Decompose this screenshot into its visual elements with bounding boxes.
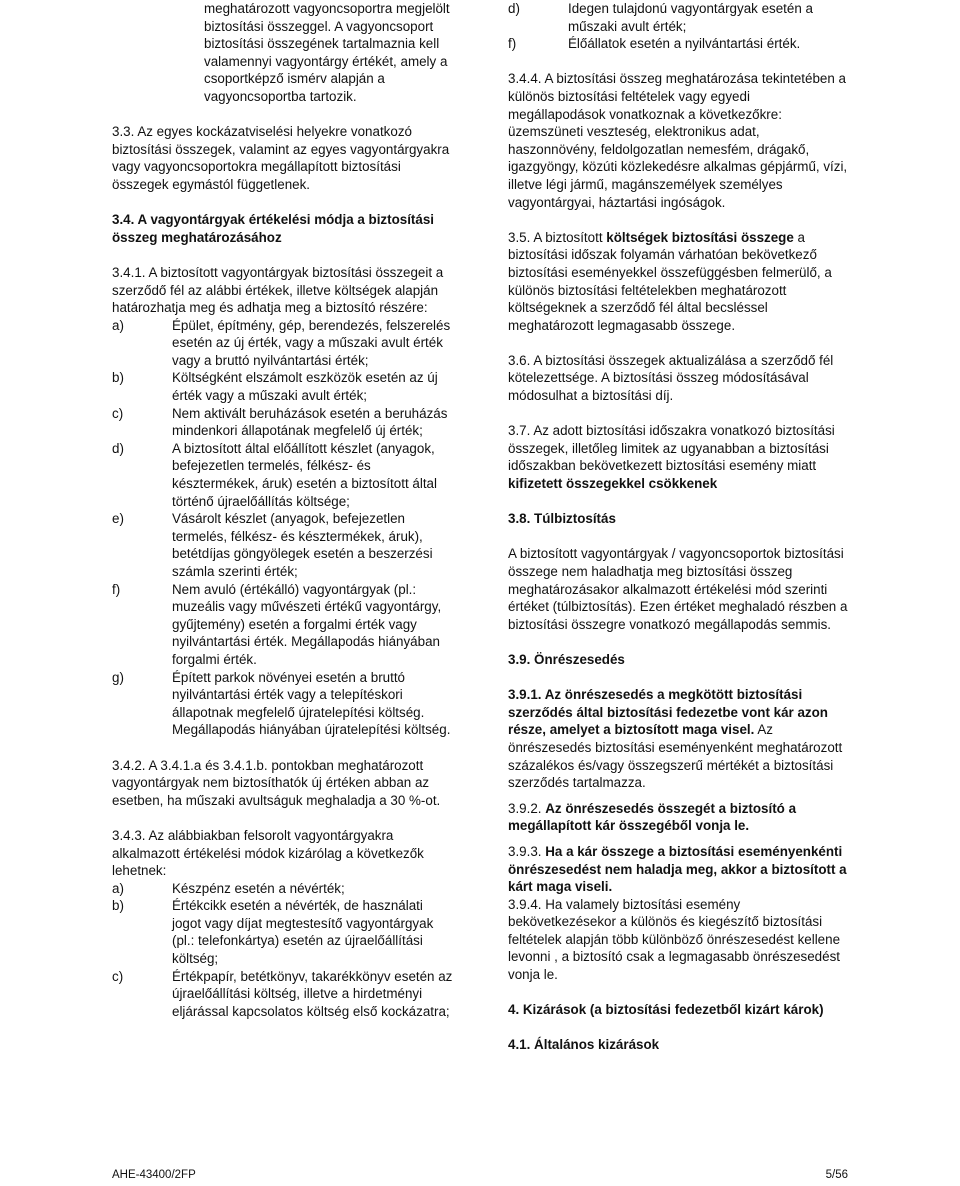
paragraph-3-7 <box>508 422 848 492</box>
paragraph-3-4-3: 3.4.3. Az alábbiakban felsorolt vagyontárgyakra alkalmazott értékelési módok kizárólag a következők lehetnek: <box>112 827 424 879</box>
paragraph-3-9-4: 3.9.4. Ha valamely biztosítási esemény bekövetkezésekor a különös és kiegészítő biztosítási feltételek alapján több különböző önrészesedést kellene levonni , a biztosító csak a legmagasabb önrészesedést vonja le. <box>508 896 841 983</box>
heading-4-1: 4.1. Általános kizárások <box>508 1037 660 1053</box>
paragraph-3-9-3 <box>508 843 848 896</box>
p393-bold: Ha a kár összege a biztosítási eseményenkénti önrészesedést nem haladja meg, akkor a biztosított a kárt maga viseli. <box>508 843 847 895</box>
left-column <box>112 0 454 1020</box>
paragraph-3-5 <box>508 229 848 335</box>
list-item-label: b) <box>112 370 124 386</box>
list-item-label: f) <box>112 581 121 597</box>
p37-bold: kifizetett összegekkel csökkenek <box>508 476 718 492</box>
list-item <box>508 0 848 35</box>
list-item-label: c) <box>112 968 124 984</box>
footer-page-number: 5/56 <box>825 1169 848 1181</box>
list-item <box>112 405 454 440</box>
p35-bold: költségek biztosítási összege <box>606 229 794 245</box>
list-continued <box>508 0 848 53</box>
p393-num: 3.9.3. <box>508 843 546 859</box>
paragraph-3-4-2: 3.4.2. A 3.4.1.a és 3.4.1.b. pontokban meghatározott vagyontárgyak nem biztosíthatók új értéken abban az esetben, ha műszaki avultságuk meghaladja a 30 %-ot. <box>112 757 441 808</box>
list-item-text: Élőállatok esetén a nyilvántartási érték. <box>568 36 801 52</box>
paragraph-3-4-1: 3.4.1. A biztosított vagyontárgyak biztosítási összegeit a szerződő fél az alábbi értékek, illetve költségek alapján határozhatja meg és adhatja meg a biztosító részére: <box>112 264 444 316</box>
intro-paragraph: meghatározott vagyoncsoportra megjelölt biztosítási összeggel. A vagyoncsoport biztosítási összegének tartalmaznia kell valamennyi vagyontárgy értékét, amely a csoportképző ismérv alapján a vagyoncsoportba tartozik. <box>204 1 450 104</box>
list-item-label: e) <box>112 511 124 527</box>
list-item-text: Értékpapír, betétkönyv, takarékkönyv esetén az újraelőállítási költség, illetve a hirdetményi eljárással kapcsolatos költség első kockázatra; <box>172 968 453 1019</box>
list-item-label: a) <box>112 317 124 333</box>
list-item <box>112 897 454 967</box>
list-3-4-1 <box>112 317 454 739</box>
list-item <box>112 669 454 739</box>
list-3-4-3 <box>112 880 454 1021</box>
list-item-label: d) <box>112 440 124 456</box>
list-item-label: f) <box>508 36 517 52</box>
list-item <box>112 317 454 370</box>
heading-3-8: 3.8. Túlbiztosítás <box>508 511 616 527</box>
paragraph-3-3: 3.3. Az egyes kockázatviselési helyekre vonatkozó biztosítási összegek, valamint az egyes vagyontárgyakra vagy vagyoncsoportokra megállapított biztosítási összegek egymástól függetlenek. <box>112 124 450 192</box>
p392-num: 3.9.2. <box>508 800 546 816</box>
list-item-label: d) <box>508 1 520 16</box>
list-item <box>112 510 454 580</box>
list-item <box>112 369 454 404</box>
list-item <box>112 968 454 1021</box>
list-item-text: Készpénz esetén a névérték; <box>172 880 345 896</box>
list-item-text: Épített parkok növényei esetén a bruttó nyilvántartási érték vagy a telepítéskori állapotnak megfelelő újratelepítési költség. Megállapodás hiányában újratelepítési költség. <box>172 669 451 738</box>
footer-doc-id: AHE-43400/2FP <box>112 1169 196 1181</box>
list-item-text: Vásárolt készlet (anyagok, befejezetlen termelés, félkész- és késztermékek, áruk), betétdíjas göngyölegek esetén a beszerzési számla szerinti érték; <box>172 511 433 579</box>
paragraph-3-9-2 <box>508 800 848 835</box>
p35-rest: a biztosítási időszak folyamán várhatóan bekövetkező biztosítási eseményekkel összefüggésben felmerülő, a különös biztosítási feltételekben meghatározott költségeknek a szerződő fél által becsléssel meghatározott legmagasabb összege. <box>508 229 832 333</box>
p391-bold: 3.9.1. Az önrészesedés a megkötött biztosítási szerződés által biztosítási fedezetbe vont kár azon része, amelyet a biztosított maga visel. <box>508 687 828 738</box>
p37-lead: 3.7. Az adott biztosítási időszakra vonatkozó biztosítási összegek, illetőleg limitek az ugyanabban a biztosítási időszakban bekövetkezett biztosítási esemény miatt <box>508 423 835 474</box>
paragraph-3-8: A biztosított vagyontárgyak / vagyoncsoportok biztosítási összege nem haladhatja meg biztosítási összeg meghatározásakor alkalmazott értékelési mód szerinti értéket (túlbiztosítás). Ezen értéket meghaladó részben a biztosítási összegre vonatkozó megállapodás semmis. <box>508 546 848 632</box>
list-item-text: Nem avuló (értékálló) vagyontárgyak (pl.: muzeális vagy művészeti értékű vagyontárgy, gyűjtemény) esetén a forgalmi érték vagy nyilvántartási érték. Megállapodás hiányában forgalmi érték. <box>172 581 442 667</box>
right-column <box>508 0 848 1054</box>
list-item <box>508 35 848 53</box>
paragraph-3-6: 3.6. A biztosítási összegek aktualizálása a szerződő fél kötelezettsége. A biztosítási összeg módosításával módosulhat a biztosítási díj. <box>508 352 834 404</box>
list-item-label: b) <box>112 898 124 914</box>
list-item-label: c) <box>112 405 124 421</box>
list-item-text: Értékcikk esetén a névérték, de használati jogot vagy díjat megtestesítő vagyontárgyak (pl.: telefonkártya) esetén az újraelőállítási költség; <box>172 898 434 967</box>
list-item-text: Nem aktivált beruházások esetén a beruházás mindenkori állapotának megfelelő új érték; <box>172 405 448 439</box>
list-item <box>112 440 454 510</box>
list-item-text: Épület, építmény, gép, berendezés, felszerelés esetén az új érték, vagy a műszaki avult érték vagy a bruttó nyilvántartási érték; <box>172 317 451 368</box>
p391-rest: Az önrészesedés biztosítási eseményenként meghatározott százalékos és/vagy összegszerű mértékét a biztosítási szerződés tartalmazza. <box>508 722 843 791</box>
heading-4: 4. Kizárások (a biztosítási fedezetből kizárt károk) <box>508 1002 824 1018</box>
list-item-label: g) <box>112 669 124 685</box>
list-item-text: A biztosított által előállított készlet (anyagok, befejezetlen termelés, félkész- és késztermékek, áruk) esetén a biztosított által történő újraelőállítás költsége; <box>172 440 437 509</box>
list-item-text: Idegen tulajdonú vagyontárgyak esetén a műszaki avult érték; <box>568 1 813 34</box>
list-item-label: a) <box>112 880 124 896</box>
list-item-text: Költségként elszámolt eszközök esetén az új érték vagy a műszaki avult érték; <box>172 370 438 404</box>
heading-3-9: 3.9. Önrészesedés <box>508 651 625 667</box>
heading-3-4: 3.4. A vagyontárgyak értékelési módja a biztosítási összeg meghatározásához <box>112 212 435 245</box>
p35-lead: 3.5. A biztosított <box>508 229 607 245</box>
list-item <box>112 880 454 898</box>
paragraph-3-4-4: 3.4.4. A biztosítási összeg meghatározása tekintetében a különös biztosítási feltételek vagy egyedi megállapodások vonatkoznak a következőkre: üzemszüneti veszteség, elektronikus adat, haszonnövény, feldolgozatlan nemesfém, drágakő, igazgyöngy, közúti közlekedésre alkalmas gépjármű, vízi, illetve légi jármű, magánszemélyek személyes vagyontárgyai, háztartási ingóságok. <box>508 71 848 210</box>
p392-bold: Az önrészesedés összegét a biztosító a megállapított kár összegéből vonja le. <box>508 800 797 834</box>
list-item <box>112 581 454 669</box>
paragraph-3-9-1 <box>508 686 848 792</box>
